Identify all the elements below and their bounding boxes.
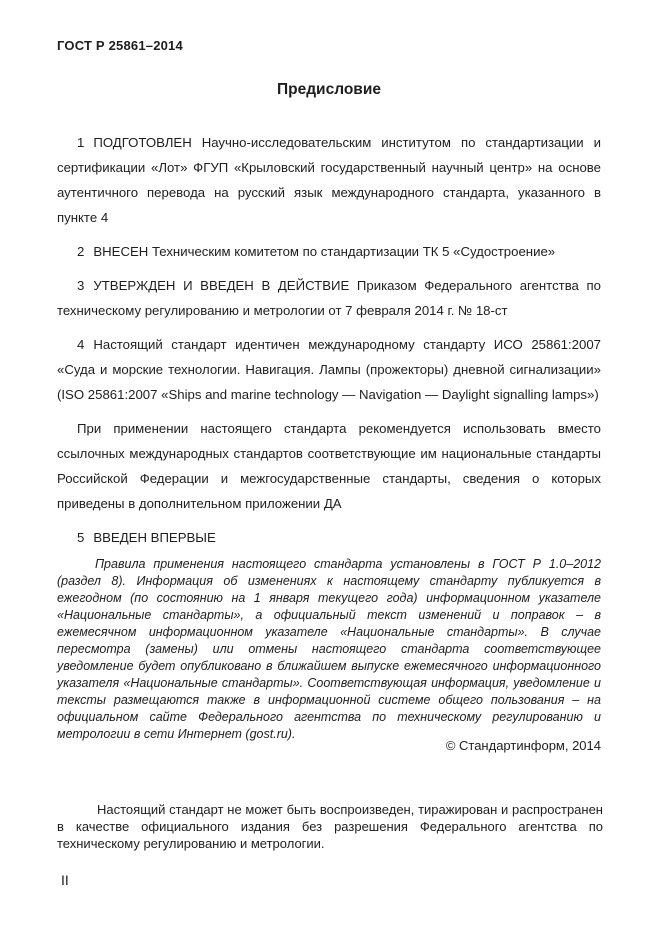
foreword-item-text: УТВЕРЖДЕН И ВВЕДЕН В ДЕЙСТВИЕ Приказом Федерального агентства по техническому регулированию и метрологии от 7 февраля 2014 г. № 18-ст (57, 278, 601, 318)
standard-designation: ГОСТ Р 25861–2014 (57, 38, 183, 53)
copyright-line: © Стандартинформ, 2014 (445, 738, 601, 753)
recommendation-text: При применении настоящего стандарта рекомендуется использовать вместо ссылочных международных стандартов соответствующие им национальные стандарты Российской Федерации и межгосударственные стандарты, сведения о которых приведены в дополнительном приложении ДА (57, 421, 601, 511)
foreword-item-number: 1 (77, 135, 85, 150)
recommendation-paragraph (57, 416, 601, 516)
foreword-item-4 (57, 332, 601, 407)
foreword-item-number: 2 (77, 244, 85, 259)
foreword-item-text: ПОДГОТОВЛЕН Научно-исследовательским институтом по стандартизации и сертификации «Лот» ФГУП «Крыловский государственный научный центр» на основе аутентичного перевода на русский язык международного стандарта, указанного в пункте 4 (57, 135, 601, 225)
foreword-item-text: Настоящий стандарт идентичен международному стандарту ИСО 25861:2007 «Суда и морские технологии. Навигация. Лампы (прожекторы) дневной сигнализации» (ISO 25861:2007 «Ships and marine technology — Navigation — Daylight signalling lamps») (57, 337, 601, 402)
foreword-item-text: ВНЕСЕН Техническим комитетом по стандартизации ТК 5 «Судостроение» (93, 244, 556, 259)
foreword-item-number: 3 (77, 278, 85, 293)
foreword-item-number: 4 (77, 337, 85, 352)
page-title: Предисловие (276, 81, 381, 98)
foreword-item-1 (57, 130, 601, 230)
reproduction-disclaimer: Настоящий стандарт не может быть воспроизведен, тиражирован и распространен в качестве официального издания без разрешения Федерального агентства по техническому регулированию и метрологии. (57, 802, 603, 851)
foreword-item-5 (57, 525, 601, 550)
foreword-item-2 (57, 239, 601, 264)
foreword-item-number: 5 (77, 530, 85, 545)
foreword-item-3 (57, 273, 601, 323)
application-rules-note: Правила применения настоящего стандарта установлены в ГОСТ Р 1.0–2012 (раздел 8). Информация об изменениях к настоящему стандарту публикуется в ежегодном (по состоянию на 1 января текущего года) информационном указателе «Национальные стандарты», а официальный текст изменений и поправок – в ежемесячном информационном указателе «Национальные стандарты». В случае пересмотра (замены) или отмены настоящего стандарта соответствующее уведомление будет опубликовано в ближайшем выпуске ежемесячного информационного указателя «Национальные стандарты». Соответствующая информация, уведомление и тексты размещаются также в информационной системе общего пользования – на официальном сайте Федерального агентства по техническому регулированию и метрологии в сети Интернет (gost.ru). (57, 557, 601, 741)
page-number: II (61, 872, 69, 888)
foreword-item-text: ВВЕДЕН ВПЕРВЫЕ (93, 530, 216, 545)
